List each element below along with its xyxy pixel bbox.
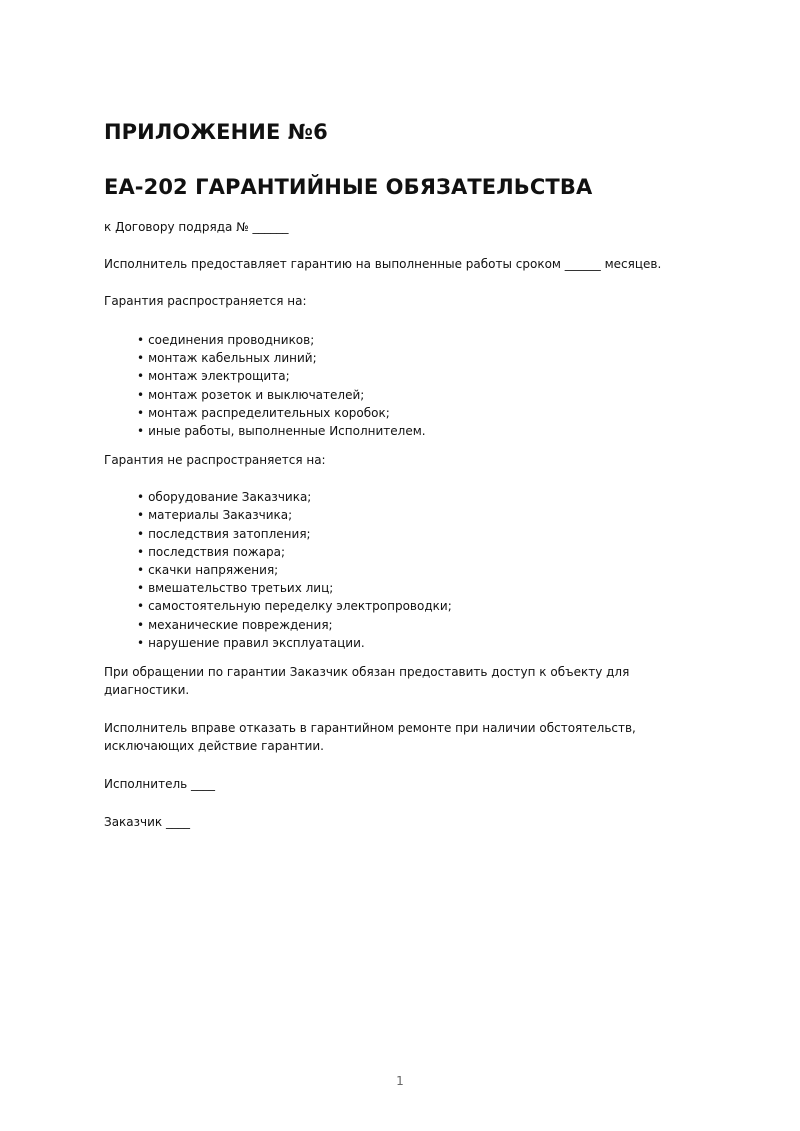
list-item: • последствия затопления;	[137, 525, 704, 543]
list-item: • соединения проводников;	[137, 331, 704, 349]
warranty-period-paragraph: Исполнитель предоставляет гарантию на выполненные работы сроком ______ месяцев.	[104, 257, 662, 271]
page-number: 1	[396, 1074, 404, 1088]
appendix-title: ПРИЛОЖЕНИЕ №6	[104, 120, 328, 144]
list-item: • монтаж розеток и выключателей;	[137, 386, 704, 404]
list-item: • монтаж электрощита;	[137, 367, 704, 385]
list-item: • вмешательство третьих лиц;	[137, 579, 704, 597]
list-item: • монтаж кабельных линий;	[137, 349, 704, 367]
refusal-clause: Исполнитель вправе отказать в гарантийном ремонте при наличии обстоятельств, исключающих действие гарантии.	[104, 721, 636, 754]
not-covers-heading: Гарантия не распространяется на:	[104, 453, 326, 468]
list-item: • монтаж распределительных коробок;	[137, 404, 704, 422]
access-clause: При обращении по гарантии Заказчик обязан предоставить доступ к объекту для диагностики.	[104, 665, 630, 698]
covers-list	[104, 331, 704, 440]
list-item: • самостоятельную переделку электропроводки;	[137, 597, 704, 615]
covers-heading: Гарантия распространяется на:	[104, 294, 307, 308]
list-item: • нарушение правил эксплуатации.	[137, 634, 704, 652]
contract-reference: к Договору подряда № ______	[104, 220, 289, 234]
document-title: EA-202 ГАРАНТИЙНЫЕ ОБЯЗАТЕЛЬСТВА	[104, 175, 593, 199]
list-item: • оборудование Заказчика;	[137, 488, 704, 506]
executor-signature-line: Исполнитель ____	[104, 777, 216, 792]
list-item: • иные работы, выполненные Исполнителем.	[137, 422, 704, 440]
customer-signature-line: Заказчик ____	[104, 815, 190, 830]
list-item: • последствия пожара;	[137, 543, 704, 561]
list-item: • механические повреждения;	[137, 616, 704, 634]
list-item: • скачки напряжения;	[137, 561, 704, 579]
document-body	[104, 112, 704, 831]
list-item: • материалы Заказчика;	[137, 506, 704, 524]
not-covers-list	[104, 488, 704, 652]
